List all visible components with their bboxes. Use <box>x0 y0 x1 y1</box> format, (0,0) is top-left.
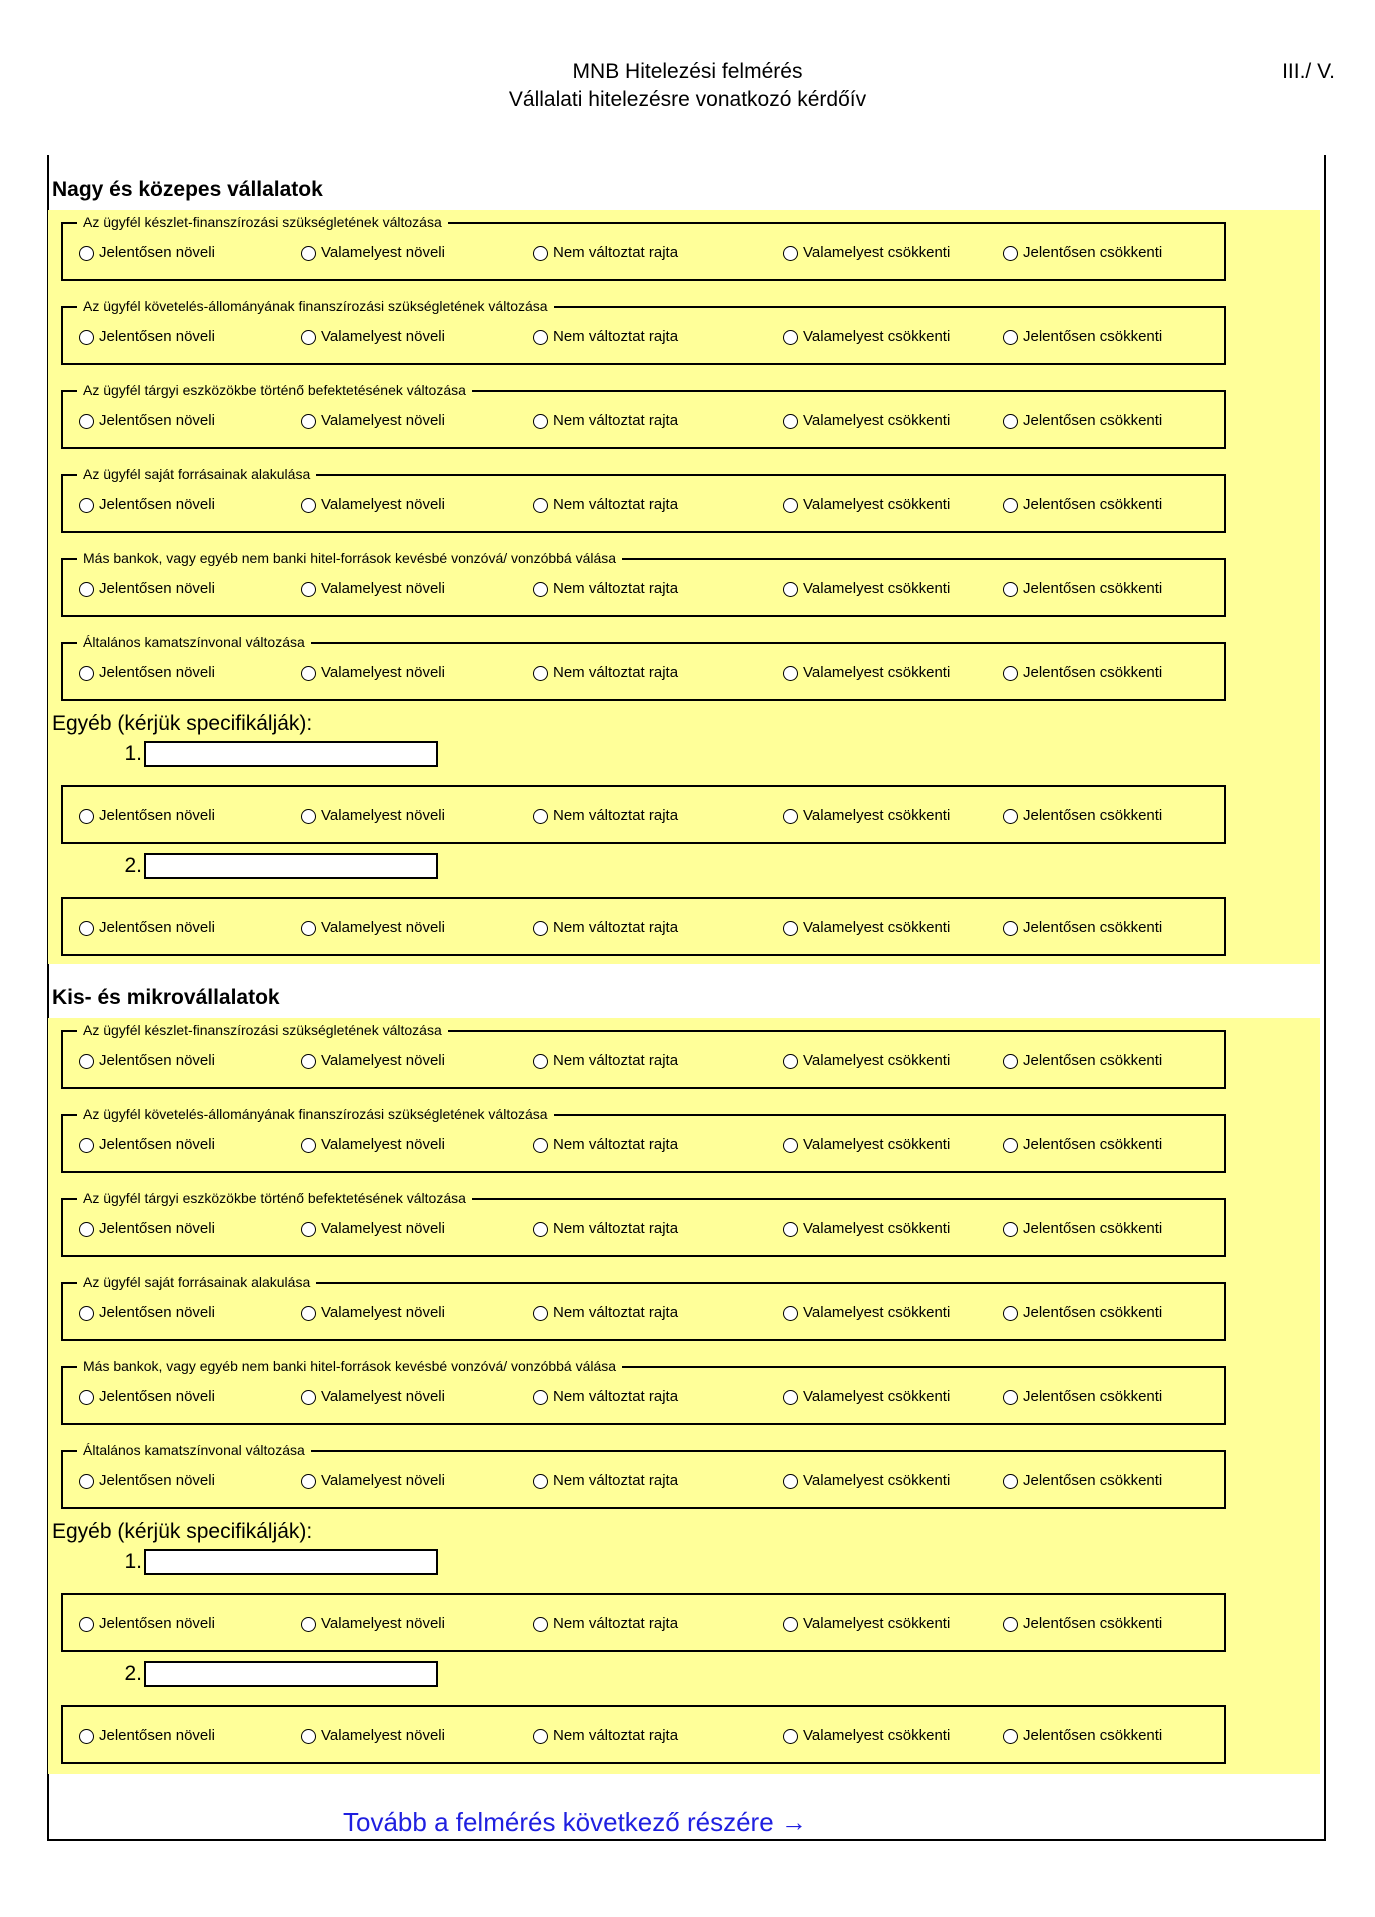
other-radio-4[interactable] <box>783 1617 798 1632</box>
other-specify-input[interactable] <box>144 853 438 879</box>
option-label: Jelentősen csökkenti <box>1023 1052 1163 1069</box>
option-2[interactable] <box>301 328 445 346</box>
option-5[interactable] <box>1003 664 1162 682</box>
question-radio-2[interactable] <box>301 582 316 597</box>
question-group <box>61 1358 1226 1425</box>
question-radio-1[interactable] <box>79 1138 94 1153</box>
option-label: Nem változtat rajta <box>553 580 679 597</box>
option-2[interactable] <box>301 1052 445 1070</box>
option-2[interactable] <box>301 1727 445 1745</box>
option-label: Valamelyest növeli <box>321 664 445 681</box>
question-group <box>61 1274 1226 1341</box>
question-label: Más bankok, vagy egyéb nem banki hitel-források kevésbé vonzóvá/ vonzóbbá válása <box>77 1357 622 1375</box>
option-label: Valamelyest csökkenti <box>803 412 951 429</box>
option-3[interactable] <box>533 1136 678 1154</box>
question-radio-4[interactable] <box>783 1474 798 1489</box>
option-2[interactable] <box>301 1615 445 1633</box>
next-section-link[interactable]: Tovább a felmérés következő részére → <box>343 1807 807 1837</box>
option-label: Nem változtat rajta <box>553 1472 679 1489</box>
other-radio-3[interactable] <box>533 1617 548 1632</box>
section-title: Nagy és közepes vállalatok <box>52 178 323 201</box>
question-radio-2[interactable] <box>301 330 316 345</box>
question-radio-5[interactable] <box>1003 1390 1018 1405</box>
other-item-group <box>61 897 1226 956</box>
question-label: Az ügyfél saját forrásainak alakulása <box>77 465 316 483</box>
other-radio-4[interactable] <box>783 921 798 936</box>
option-label: Valamelyest növeli <box>321 1615 445 1632</box>
option-label: Jelentősen csökkenti <box>1023 1615 1163 1632</box>
option-1[interactable] <box>79 1472 215 1490</box>
option-label: Jelentősen csökkenti <box>1023 496 1163 513</box>
option-4[interactable] <box>783 328 950 346</box>
option-5[interactable] <box>1003 328 1162 346</box>
option-label: Valamelyest növeli <box>321 328 445 345</box>
question-label: Az ügyfél készlet-finanszírozási szükségletének változása <box>77 1021 448 1039</box>
question-label: Az ügyfél készlet-finanszírozási szükségletének változása <box>77 213 448 231</box>
question-radio-5[interactable] <box>1003 498 1018 513</box>
option-2[interactable] <box>301 919 445 937</box>
question-radio-2[interactable] <box>301 414 316 429</box>
option-label: Jelentősen növeli <box>99 1615 215 1632</box>
question-radio-5[interactable] <box>1003 246 1018 261</box>
option-label: Valamelyest csökkenti <box>803 580 951 597</box>
survey-subtitle: Vállalati hitelezésre vonatkozó kérdőív <box>508 88 867 111</box>
question-group <box>61 382 1226 449</box>
question-radio-1[interactable] <box>79 414 94 429</box>
question-group <box>61 634 1226 701</box>
question-radio-5[interactable] <box>1003 1138 1018 1153</box>
option-label: Jelentősen csökkenti <box>1023 244 1163 261</box>
option-label: Jelentősen növeli <box>99 1304 215 1321</box>
option-3[interactable] <box>533 1472 678 1490</box>
page-indicator: III./ V. <box>1282 60 1335 83</box>
question-radio-5[interactable] <box>1003 582 1018 597</box>
option-4[interactable] <box>783 1052 950 1070</box>
question-radio-4[interactable] <box>783 666 798 681</box>
option-5[interactable] <box>1003 919 1162 937</box>
question-group <box>61 214 1226 281</box>
option-5[interactable] <box>1003 412 1162 430</box>
question-radio-5[interactable] <box>1003 414 1018 429</box>
question-radio-4[interactable] <box>783 330 798 345</box>
question-radio-3[interactable] <box>533 498 548 513</box>
option-label: Nem változtat rajta <box>553 664 679 681</box>
question-radio-1[interactable] <box>79 1390 94 1405</box>
option-label: Valamelyest csökkenti <box>803 1052 951 1069</box>
option-3[interactable] <box>533 244 678 262</box>
option-3[interactable] <box>533 1615 678 1633</box>
other-radio-3[interactable] <box>533 809 548 824</box>
other-item-group <box>61 785 1226 844</box>
option-label: Valamelyest csökkenti <box>803 1220 951 1237</box>
option-label: Nem változtat rajta <box>553 1615 679 1632</box>
question-radio-2[interactable] <box>301 498 316 513</box>
option-5[interactable] <box>1003 244 1162 262</box>
option-4[interactable] <box>783 1472 950 1490</box>
option-1[interactable] <box>79 580 215 598</box>
question-radio-3[interactable] <box>533 666 548 681</box>
option-5[interactable] <box>1003 1220 1162 1238</box>
question-label: Általános kamatszínvonal változása <box>77 1441 311 1459</box>
other-radio-4[interactable] <box>783 1729 798 1744</box>
question-label: Általános kamatszínvonal változása <box>77 633 311 651</box>
question-radio-2[interactable] <box>301 246 316 261</box>
question-radio-4[interactable] <box>783 1390 798 1405</box>
question-label: Más bankok, vagy egyéb nem banki hitel-források kevésbé vonzóvá/ vonzóbbá válása <box>77 549 622 567</box>
option-label: Valamelyest növeli <box>321 807 445 824</box>
option-4[interactable] <box>783 580 950 598</box>
option-3[interactable] <box>533 1052 678 1070</box>
option-label: Valamelyest növeli <box>321 1220 445 1237</box>
option-1[interactable] <box>79 328 215 346</box>
other-item-number: 2. <box>124 854 142 877</box>
option-label: Jelentősen csökkenti <box>1023 1727 1163 1744</box>
section-title: Kis- és mikrovállalatok <box>52 986 280 1009</box>
option-2[interactable] <box>301 580 445 598</box>
option-4[interactable] <box>783 1220 950 1238</box>
option-label: Valamelyest csökkenti <box>803 807 951 824</box>
option-3[interactable] <box>533 1220 678 1238</box>
other-item-number: 1. <box>124 742 142 765</box>
question-radio-3[interactable] <box>533 1138 548 1153</box>
option-label: Valamelyest csökkenti <box>803 496 951 513</box>
option-label: Valamelyest növeli <box>321 580 445 597</box>
option-3[interactable] <box>533 807 678 825</box>
question-radio-5[interactable] <box>1003 1474 1018 1489</box>
option-label: Valamelyest növeli <box>321 1136 445 1153</box>
option-label: Jelentősen csökkenti <box>1023 1472 1163 1489</box>
option-label: Jelentősen csökkenti <box>1023 412 1163 429</box>
option-label: Valamelyest növeli <box>321 1052 445 1069</box>
question-group <box>61 1022 1226 1089</box>
option-3[interactable] <box>533 496 678 514</box>
question-label: Az ügyfél követelés-állományának finanszírozási szükségletének változása <box>77 297 554 315</box>
other-specify-input[interactable] <box>144 741 438 767</box>
option-5[interactable] <box>1003 1136 1162 1154</box>
option-label: Nem változtat rajta <box>553 1727 679 1744</box>
option-label: Valamelyest csökkenti <box>803 1304 951 1321</box>
question-radio-1[interactable] <box>79 1054 94 1069</box>
option-3[interactable] <box>533 328 678 346</box>
option-label: Jelentősen csökkenti <box>1023 1388 1163 1405</box>
question-label: Az ügyfél tárgyi eszközökbe történő befektetésének változása <box>77 381 472 399</box>
option-label: Jelentősen csökkenti <box>1023 919 1163 936</box>
other-radio-1[interactable] <box>79 809 94 824</box>
option-label: Valamelyest növeli <box>321 1472 445 1489</box>
other-radio-5[interactable] <box>1003 921 1018 936</box>
option-1[interactable] <box>79 1052 215 1070</box>
option-1[interactable] <box>79 412 215 430</box>
option-2[interactable] <box>301 1388 445 1406</box>
question-radio-4[interactable] <box>783 246 798 261</box>
question-label: Az ügyfél követelés-állományának finanszírozási szükségletének változása <box>77 1105 554 1123</box>
option-label: Jelentősen növeli <box>99 244 215 261</box>
option-label: Valamelyest csökkenti <box>803 919 951 936</box>
question-radio-1[interactable] <box>79 1306 94 1321</box>
question-radio-5[interactable] <box>1003 1222 1018 1237</box>
option-2[interactable] <box>301 1136 445 1154</box>
option-4[interactable] <box>783 412 950 430</box>
question-group <box>61 298 1226 365</box>
survey-title: MNB Hitelezési felmérés <box>572 60 803 83</box>
option-label: Jelentősen növeli <box>99 496 215 513</box>
option-label: Nem változtat rajta <box>553 1136 679 1153</box>
other-radio-2[interactable] <box>301 1617 316 1632</box>
option-label: Valamelyest csökkenti <box>803 328 951 345</box>
other-specify-input[interactable] <box>144 1661 438 1687</box>
option-5[interactable] <box>1003 1727 1162 1745</box>
question-radio-4[interactable] <box>783 1306 798 1321</box>
option-label: Valamelyest növeli <box>321 1304 445 1321</box>
option-3[interactable] <box>533 919 678 937</box>
option-label: Valamelyest csökkenti <box>803 1615 951 1632</box>
other-radio-5[interactable] <box>1003 1729 1018 1744</box>
question-radio-3[interactable] <box>533 246 548 261</box>
option-3[interactable] <box>533 664 678 682</box>
other-radio-3[interactable] <box>533 1729 548 1744</box>
option-label: Nem változtat rajta <box>553 412 679 429</box>
question-radio-2[interactable] <box>301 1306 316 1321</box>
option-label: Valamelyest csökkenti <box>803 244 951 261</box>
question-radio-5[interactable] <box>1003 330 1018 345</box>
question-group <box>61 1442 1226 1509</box>
option-label: Nem változtat rajta <box>553 1388 679 1405</box>
option-label: Jelentősen növeli <box>99 1727 215 1744</box>
question-radio-3[interactable] <box>533 1390 548 1405</box>
question-radio-2[interactable] <box>301 1390 316 1405</box>
option-label: Valamelyest csökkenti <box>803 664 951 681</box>
option-4[interactable] <box>783 1388 950 1406</box>
option-4[interactable] <box>783 919 950 937</box>
other-item-group <box>61 1593 1226 1652</box>
option-label: Jelentősen növeli <box>99 1220 215 1237</box>
option-5[interactable] <box>1003 1472 1162 1490</box>
other-specify-input[interactable] <box>144 1549 438 1575</box>
option-label: Nem változtat rajta <box>553 919 679 936</box>
question-radio-3[interactable] <box>533 330 548 345</box>
option-label: Nem változtat rajta <box>553 1220 679 1237</box>
option-label: Nem változtat rajta <box>553 496 679 513</box>
option-label: Nem változtat rajta <box>553 328 679 345</box>
option-label: Jelentősen növeli <box>99 807 215 824</box>
question-radio-4[interactable] <box>783 414 798 429</box>
option-2[interactable] <box>301 244 445 262</box>
option-4[interactable] <box>783 664 950 682</box>
other-radio-1[interactable] <box>79 1729 94 1744</box>
other-radio-1[interactable] <box>79 1617 94 1632</box>
question-radio-3[interactable] <box>533 1054 548 1069</box>
option-1[interactable] <box>79 807 215 825</box>
option-3[interactable] <box>533 1388 678 1406</box>
question-radio-4[interactable] <box>783 1222 798 1237</box>
option-label: Jelentősen növeli <box>99 919 215 936</box>
other-label: Egyéb (kérjük specifikálják): <box>52 712 313 735</box>
option-label: Valamelyest növeli <box>321 919 445 936</box>
other-radio-3[interactable] <box>533 921 548 936</box>
option-5[interactable] <box>1003 1388 1162 1406</box>
option-label: Valamelyest növeli <box>321 244 445 261</box>
option-3[interactable] <box>533 412 678 430</box>
option-3[interactable] <box>533 580 678 598</box>
option-1[interactable] <box>79 1727 215 1745</box>
option-label: Jelentősen növeli <box>99 1136 215 1153</box>
option-label: Jelentősen növeli <box>99 328 215 345</box>
question-label: Az ügyfél saját forrásainak alakulása <box>77 1273 316 1291</box>
option-1[interactable] <box>79 1136 215 1154</box>
other-radio-2[interactable] <box>301 1729 316 1744</box>
question-group <box>61 466 1226 533</box>
option-2[interactable] <box>301 412 445 430</box>
other-label: Egyéb (kérjük specifikálják): <box>52 1520 313 1543</box>
option-label: Jelentősen csökkenti <box>1023 1220 1163 1237</box>
question-radio-5[interactable] <box>1003 666 1018 681</box>
other-item-group <box>61 1705 1226 1764</box>
question-radio-4[interactable] <box>783 582 798 597</box>
option-4[interactable] <box>783 807 950 825</box>
option-label: Valamelyest növeli <box>321 412 445 429</box>
option-4[interactable] <box>783 1136 950 1154</box>
other-radio-5[interactable] <box>1003 809 1018 824</box>
option-label: Valamelyest növeli <box>321 1727 445 1744</box>
option-4[interactable] <box>783 1615 950 1633</box>
option-label: Nem változtat rajta <box>553 244 679 261</box>
option-1[interactable] <box>79 1388 215 1406</box>
option-4[interactable] <box>783 1727 950 1745</box>
question-radio-3[interactable] <box>533 1474 548 1489</box>
question-radio-1[interactable] <box>79 246 94 261</box>
option-2[interactable] <box>301 807 445 825</box>
option-1[interactable] <box>79 664 215 682</box>
question-radio-1[interactable] <box>79 582 94 597</box>
other-radio-2[interactable] <box>301 809 316 824</box>
option-label: Jelentősen csökkenti <box>1023 1136 1163 1153</box>
question-group <box>61 1106 1226 1173</box>
option-label: Jelentősen csökkenti <box>1023 807 1163 824</box>
question-radio-2[interactable] <box>301 1138 316 1153</box>
question-radio-1[interactable] <box>79 498 94 513</box>
question-group <box>61 550 1226 617</box>
option-5[interactable] <box>1003 580 1162 598</box>
option-1[interactable] <box>79 919 215 937</box>
option-label: Nem változtat rajta <box>553 1052 679 1069</box>
option-2[interactable] <box>301 1220 445 1238</box>
option-4[interactable] <box>783 244 950 262</box>
option-label: Jelentősen növeli <box>99 1052 215 1069</box>
other-radio-1[interactable] <box>79 921 94 936</box>
option-label: Jelentősen csökkenti <box>1023 664 1163 681</box>
other-radio-5[interactable] <box>1003 1617 1018 1632</box>
option-label: Nem változtat rajta <box>553 1304 679 1321</box>
option-label: Jelentősen csökkenti <box>1023 1304 1163 1321</box>
option-label: Valamelyest csökkenti <box>803 1472 951 1489</box>
other-item-number: 1. <box>124 1550 142 1573</box>
question-radio-1[interactable] <box>79 1474 94 1489</box>
option-label: Jelentősen növeli <box>99 664 215 681</box>
question-radio-4[interactable] <box>783 1138 798 1153</box>
question-radio-1[interactable] <box>79 330 94 345</box>
question-radio-5[interactable] <box>1003 1054 1018 1069</box>
other-radio-4[interactable] <box>783 809 798 824</box>
option-3[interactable] <box>533 1727 678 1745</box>
question-radio-2[interactable] <box>301 1474 316 1489</box>
option-label: Jelentősen növeli <box>99 580 215 597</box>
question-radio-3[interactable] <box>533 1222 548 1237</box>
option-1[interactable] <box>79 244 215 262</box>
option-5[interactable] <box>1003 496 1162 514</box>
question-radio-5[interactable] <box>1003 1306 1018 1321</box>
other-item-number: 2. <box>124 1662 142 1685</box>
option-label: Valamelyest növeli <box>321 1388 445 1405</box>
question-radio-3[interactable] <box>533 582 548 597</box>
option-1[interactable] <box>79 1304 215 1322</box>
question-radio-3[interactable] <box>533 1306 548 1321</box>
option-5[interactable] <box>1003 807 1162 825</box>
option-label: Jelentősen csökkenti <box>1023 580 1163 597</box>
question-radio-4[interactable] <box>783 1054 798 1069</box>
option-label: Valamelyest csökkenti <box>803 1388 951 1405</box>
option-1[interactable] <box>79 496 215 514</box>
question-radio-3[interactable] <box>533 414 548 429</box>
question-radio-1[interactable] <box>79 666 94 681</box>
survey-header <box>0 58 1375 114</box>
question-radio-2[interactable] <box>301 666 316 681</box>
question-radio-2[interactable] <box>301 1222 316 1237</box>
option-label: Valamelyest növeli <box>321 496 445 513</box>
option-5[interactable] <box>1003 1052 1162 1070</box>
option-2[interactable] <box>301 1304 445 1322</box>
option-2[interactable] <box>301 496 445 514</box>
other-radio-2[interactable] <box>301 921 316 936</box>
option-5[interactable] <box>1003 1304 1162 1322</box>
option-label: Jelentősen növeli <box>99 1388 215 1405</box>
option-1[interactable] <box>79 1615 215 1633</box>
question-radio-1[interactable] <box>79 1222 94 1237</box>
option-4[interactable] <box>783 496 950 514</box>
option-2[interactable] <box>301 664 445 682</box>
option-3[interactable] <box>533 1304 678 1322</box>
option-label: Valamelyest csökkenti <box>803 1727 951 1744</box>
option-2[interactable] <box>301 1472 445 1490</box>
option-5[interactable] <box>1003 1615 1162 1633</box>
question-label: Az ügyfél tárgyi eszközökbe történő befektetésének változása <box>77 1189 472 1207</box>
option-label: Nem változtat rajta <box>553 807 679 824</box>
option-1[interactable] <box>79 1220 215 1238</box>
question-radio-4[interactable] <box>783 498 798 513</box>
option-label: Jelentősen növeli <box>99 412 215 429</box>
option-4[interactable] <box>783 1304 950 1322</box>
option-label: Jelentősen növeli <box>99 1472 215 1489</box>
option-label: Jelentősen csökkenti <box>1023 328 1163 345</box>
question-group <box>61 1190 1226 1257</box>
question-radio-2[interactable] <box>301 1054 316 1069</box>
option-label: Valamelyest csökkenti <box>803 1136 951 1153</box>
